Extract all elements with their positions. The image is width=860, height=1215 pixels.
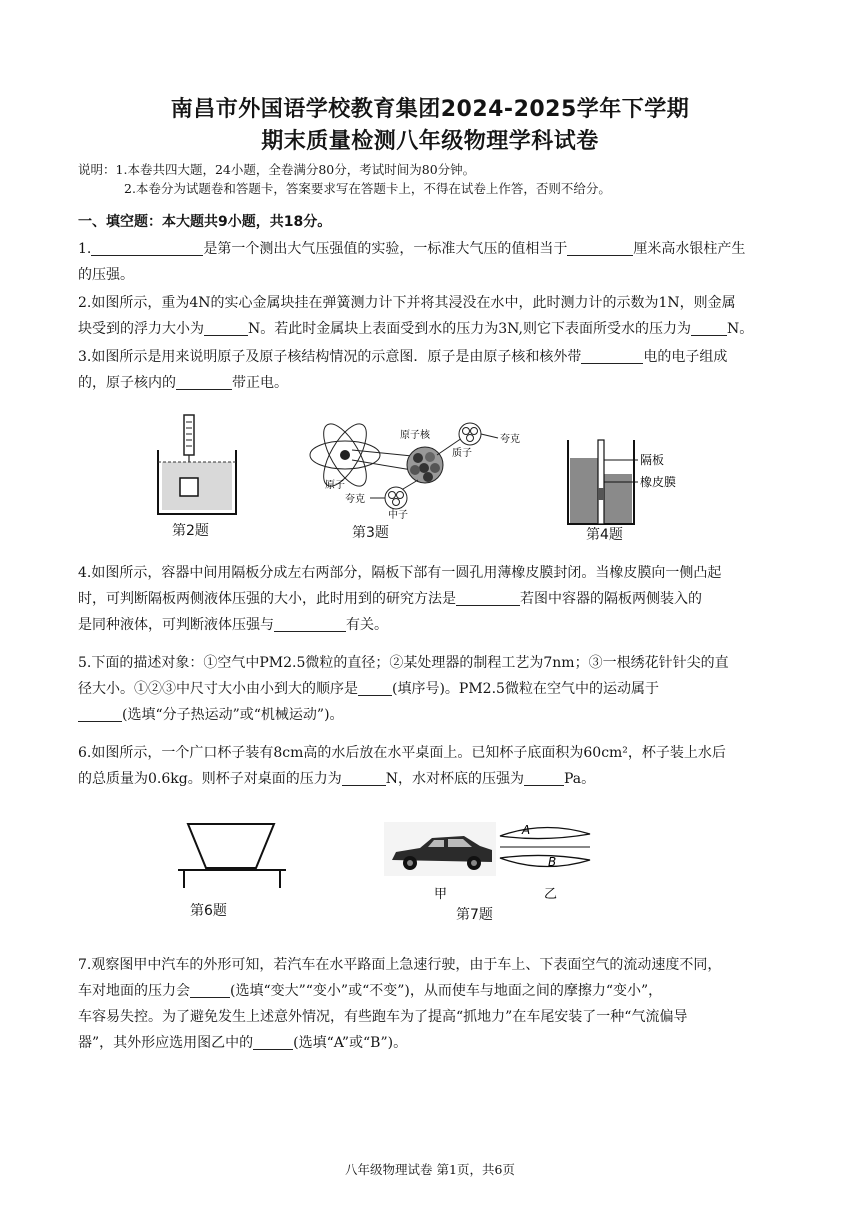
label-jia: 甲 xyxy=(434,887,448,902)
q1-text-d: 的压强。 xyxy=(78,267,134,283)
section-heading: 一、填空题：本大题共9小题，共18分。 xyxy=(78,214,332,230)
exam-title-line2: 期末质量检测八年级物理学科试卷 xyxy=(261,129,599,154)
q6-text-b: 的总质量为0.6kg。则杯子对桌面的压力为 xyxy=(78,771,342,787)
q3-text-c: 的，原子核内的 xyxy=(78,375,176,391)
q2-text-b: 块受到的浮力大小为 xyxy=(78,321,204,337)
partition xyxy=(598,440,604,524)
question-3 xyxy=(78,344,788,396)
q4-text-e: 有关。 xyxy=(346,617,388,633)
q2-text-c: N。若此时金属块上表面受到水的压力为3N,则它下表面所受水的压力为 xyxy=(248,321,691,337)
q3-text-b: 电的电子组成 xyxy=(643,349,728,365)
q7-text-b: 车对地面的压力会 xyxy=(78,983,190,999)
figure-2-spring-scale xyxy=(150,410,260,520)
q3-text-a: 3.如图所示是用来说明原子及原子核结构情况的示意图．原子是由原子核和核外带 xyxy=(78,349,582,365)
q4-text-c: 若图中容器的隔板两侧装入的 xyxy=(520,591,702,607)
q2-text-a: 2.如图所示，重为4N的实心金属块挂在弹簧测力计下并将其浸没在水中，此时测力计的示数为1N，则金属 xyxy=(78,295,736,311)
q7-blank-1 xyxy=(190,981,230,998)
q7-text-d: 车容易失控。为了避免发生上述意外情况，有些跑车为了提高“抓地力”在车尾安装了一种“气流偏导 xyxy=(78,1009,688,1025)
q5-text-d: (选填“分子热运动”或“机械运动”)。 xyxy=(122,707,344,723)
q6-text-a: 6.如图所示，一个广口杯子装有8cm高的水后放在水平桌面上。已知杯子底面积为60cm²，杯子装上水后 xyxy=(78,745,726,761)
q5-text-c: (填序号)。PM2.5微粒在空气中的运动属于 xyxy=(392,681,659,697)
q6-text-c: N，水对杯底的压强为 xyxy=(385,771,524,787)
atom-nucleus-dot xyxy=(340,450,350,460)
q2-text-d: N。 xyxy=(726,321,754,337)
airfoil-a xyxy=(500,827,590,838)
q3-blank-2 xyxy=(176,373,232,390)
q7-text-e: 器”，其外形应选用图乙中的 xyxy=(78,1035,254,1051)
caption-fig7: 第7题 xyxy=(456,907,493,923)
caption-fig3: 第3题 xyxy=(352,525,389,541)
q6-text-d: Pa。 xyxy=(563,771,596,787)
q5-blank-2 xyxy=(78,705,122,722)
label-atom: 原子 xyxy=(325,480,345,491)
label-partition: 隔板 xyxy=(640,453,665,467)
airfoil-b xyxy=(500,855,590,866)
caption-fig4: 第4题 xyxy=(586,527,623,543)
label-b: B xyxy=(548,855,557,869)
q3-text-d: 带正电。 xyxy=(232,375,288,391)
q6-blank-1 xyxy=(342,769,386,786)
caption-fig6: 第6题 xyxy=(190,903,227,919)
q1-text-b: 是第一个测出大气压强值的实验，一标准大气压的值相当于 xyxy=(203,241,568,257)
q6-blank-2 xyxy=(524,769,564,786)
q4-text-d: 是同种液体，可判断液体压强与 xyxy=(78,617,274,633)
caption-fig2: 第2题 xyxy=(172,523,209,539)
left-liquid xyxy=(570,458,598,524)
label-quark-1: 夸克 xyxy=(500,434,520,445)
figure-6-cup xyxy=(178,818,288,890)
rubber-membrane xyxy=(598,488,604,500)
page-footer: 八年级物理试卷 第1页，共6页 xyxy=(345,1162,515,1177)
question-2 xyxy=(78,290,788,342)
q7-text-f: (选填“A”或“B”)。 xyxy=(293,1035,408,1051)
q1-text-c: 厘米高水银柱产生 xyxy=(633,241,746,257)
q7-blank-2 xyxy=(253,1033,293,1050)
instructions-label: 说明： xyxy=(78,162,116,177)
label-quark-2: 夸克 xyxy=(345,494,365,505)
cup xyxy=(188,824,274,868)
instruction-2: 2.本卷分为试题卷和答题卡，答案要求写在答题卡上，不得在试卷上作答，否则不给分。 xyxy=(124,181,611,196)
q4-blank-1 xyxy=(456,589,520,606)
q2-blank-2 xyxy=(691,319,727,336)
question-5 xyxy=(78,650,788,728)
q1-blank-2 xyxy=(567,239,633,256)
question-6 xyxy=(78,740,788,792)
figure-3-atom-structure xyxy=(300,410,540,520)
spring-scale-body xyxy=(184,415,194,455)
figure-7-car-and-deflector xyxy=(384,818,594,908)
q4-text-b: 时，可判断隔板两侧液体压强的大小，此时用到的研究方法是 xyxy=(78,591,456,607)
figure-4-partition-container xyxy=(560,436,700,526)
q5-text-b: 径大小。①②③中尺寸大小由小到大的顺序是 xyxy=(78,681,358,697)
label-neutron: 中子 xyxy=(388,510,408,520)
label-nucleus: 原子核 xyxy=(400,430,430,441)
q5-text-a: 5.下面的描述对象：①空气中PM2.5微粒的直径；②某处理器的制程工艺为7nm；③一根绣花针针尖的直 xyxy=(78,655,729,671)
q7-text-a: 7.观察图甲中汽车的外形可知，若汽车在水平路面上急速行驶，由于车上、下表面空气的流动速度不同， xyxy=(78,957,722,973)
instruction-1: 1.本卷共四大题，24小题，全卷满分80分，考试时间为80分钟。 xyxy=(115,162,476,177)
metal-block xyxy=(180,478,198,496)
q4-text-a: 4.如图所示，容器中间用隔板分成左右两部分，隔板下部有一圆孔用薄橡皮膜封闭。当橡皮膜向一侧凸起 xyxy=(78,565,722,581)
label-membrane: 橡皮膜 xyxy=(640,475,677,489)
q1-blank-1 xyxy=(91,239,203,256)
q5-blank-1 xyxy=(358,679,392,696)
q7-text-c: (选填“变大”“变小”或“不变”)，从而使车与地面之间的摩擦力“变小”， xyxy=(230,983,663,999)
label-yi: 乙 xyxy=(544,887,558,902)
question-7 xyxy=(78,952,788,1056)
exam-title-line1: 南昌市外国语学校教育集团2024-2025学年下学期 xyxy=(170,97,690,122)
q3-blank-1 xyxy=(581,347,643,364)
q4-blank-2 xyxy=(274,615,346,632)
q1-text-a: 1. xyxy=(78,241,92,257)
instructions xyxy=(78,160,611,198)
question-1 xyxy=(78,236,788,288)
label-a: A xyxy=(522,823,531,837)
q2-blank-1 xyxy=(204,319,248,336)
question-4 xyxy=(78,560,788,638)
label-proton: 质子 xyxy=(452,448,472,459)
